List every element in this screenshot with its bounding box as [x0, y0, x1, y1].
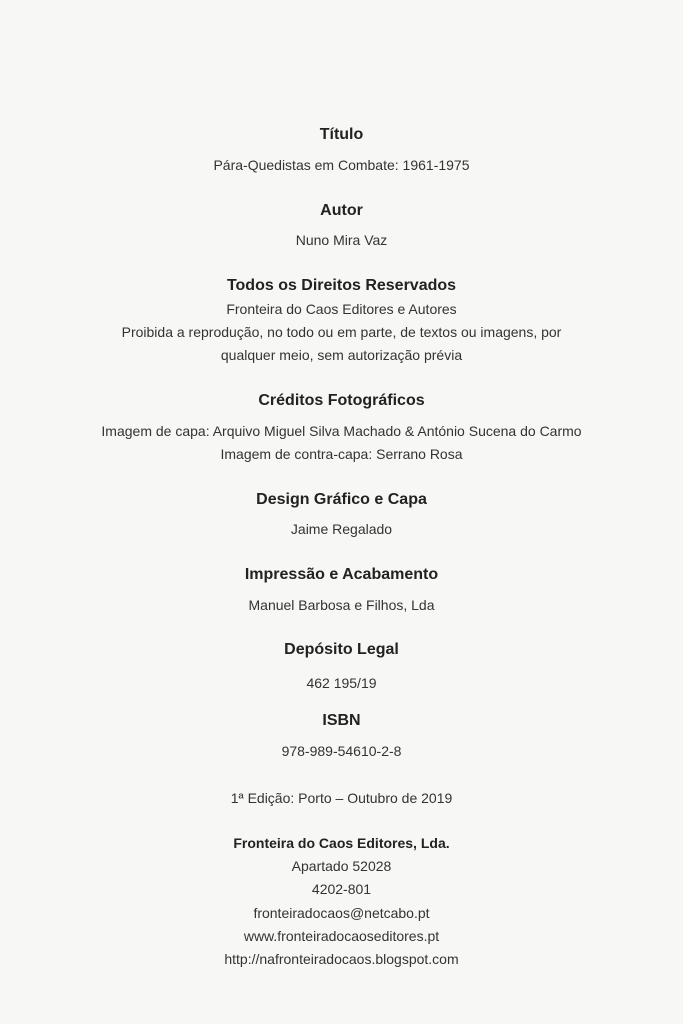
photo-credits-cover: Imagem de capa: Arquivo Miguel Silva Machado & António Sucena do Carmo — [101, 423, 582, 439]
isbn-heading: ISBN — [322, 712, 361, 729]
rights-holder: Fronteira do Caos Editores e Autores — [226, 301, 457, 317]
publisher-website: www.fronteiradocaoseditores.pt — [243, 928, 440, 944]
publisher-name: Fronteira do Caos Editores, Lda. — [233, 835, 450, 851]
publisher-email: fronteiradocaos@netcabo.pt — [253, 905, 430, 921]
photo-credits-heading: Créditos Fotográficos — [258, 392, 425, 409]
legal-deposit-heading: Depósito Legal — [284, 641, 399, 658]
printing-heading: Impressão e Acabamento — [244, 566, 439, 583]
publisher-po-box: Apartado 52028 — [291, 858, 392, 874]
author-value: Nuno Mira Vaz — [295, 232, 388, 248]
rights-notice-line2: qualquer meio, sem autorização prévia — [220, 347, 463, 363]
photo-credits-back: Imagem de contra-capa: Serrano Rosa — [220, 446, 463, 462]
title-value: Pára-Quedistas em Combate: 1961-1975 — [213, 157, 470, 173]
rights-notice-line1: Proibida a reprodução, no todo ou em parte, de textos ou imagens, por — [121, 324, 562, 340]
publisher-postal-code: 4202-801 — [311, 881, 372, 897]
publisher-blog: http://nafronteiradocaos.blogspot.com — [224, 951, 459, 967]
design-heading: Design Gráfico e Capa — [256, 491, 427, 508]
printing-value: Manuel Barbosa e Filhos, Lda — [248, 597, 435, 613]
isbn-value: 978-989-54610-2-8 — [281, 743, 402, 759]
legal-deposit-value: 462 195/19 — [306, 675, 377, 691]
title-heading: Título — [319, 126, 364, 143]
edition-line: 1ª Edição: Porto – Outubro de 2019 — [230, 790, 453, 806]
author-heading: Autor — [320, 202, 363, 219]
design-value: Jaime Regalado — [290, 521, 393, 537]
rights-heading: Todos os Direitos Reservados — [226, 277, 457, 294]
